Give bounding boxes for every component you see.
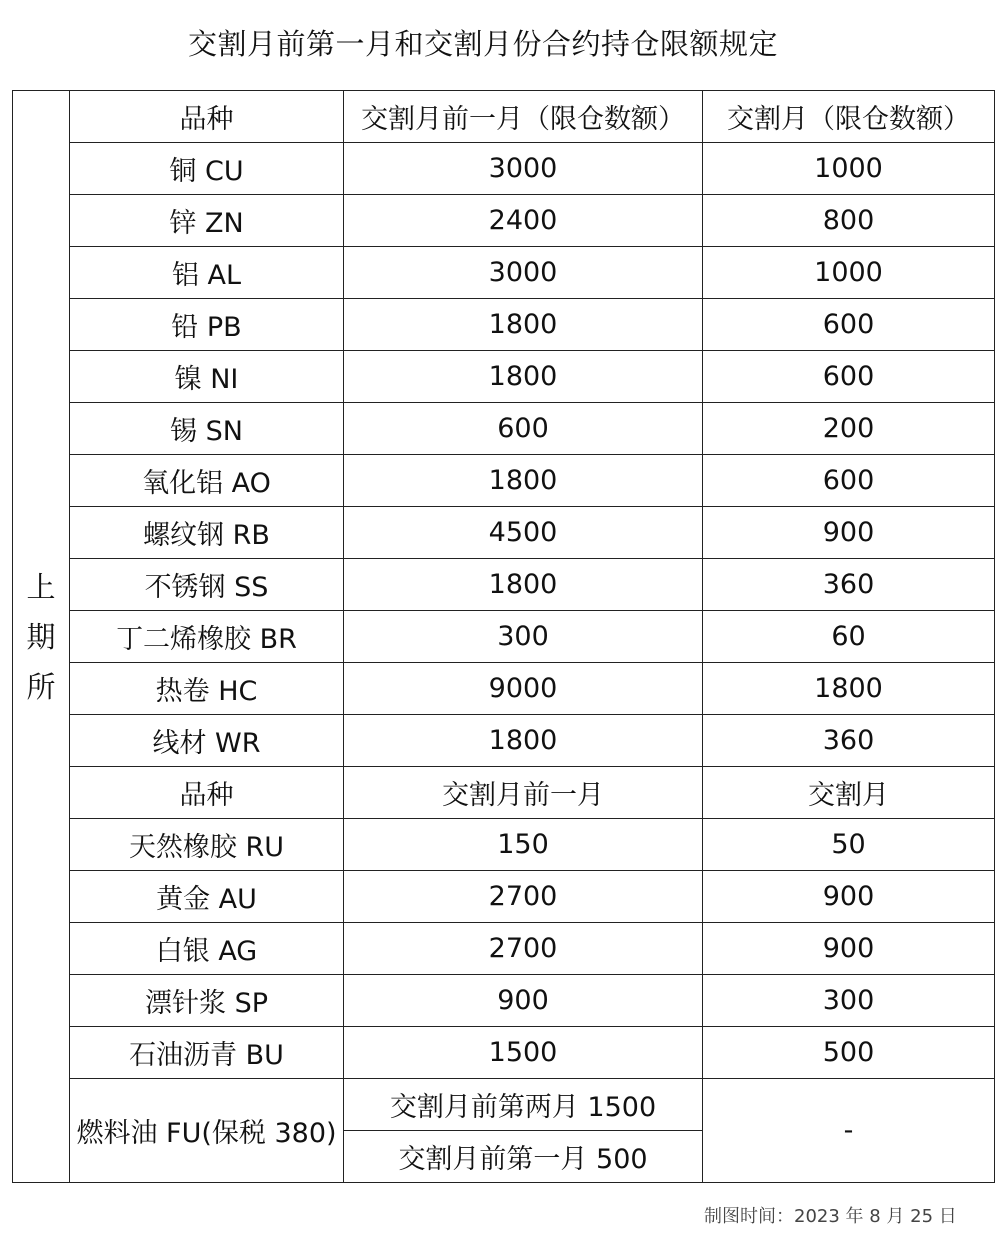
product-cell: 漂针浆 SP	[70, 975, 344, 1027]
delivery-month-cell: 1800	[703, 663, 995, 715]
pre-month-cell: 1800	[344, 559, 703, 611]
table-row	[13, 299, 995, 351]
delivery-month-cell: 200	[703, 403, 995, 455]
delivery-month-cell: 60	[703, 611, 995, 663]
pre-month-cell: 1800	[344, 299, 703, 351]
exchange-char: 所	[26, 669, 56, 704]
product-cell: 氧化铝 AO	[70, 455, 344, 507]
exchange-char: 期	[26, 619, 56, 654]
pre-month-cell: 1800	[344, 455, 703, 507]
table-row	[13, 455, 995, 507]
position-limit-table	[12, 90, 995, 1183]
pre-month-cell: 3000	[344, 143, 703, 195]
column-header-delivery-month: 交割月（限仓数额）	[703, 91, 995, 143]
column-header-pre-month: 交割月前一月（限仓数额）	[344, 91, 703, 143]
product-cell: 锡 SN	[70, 403, 344, 455]
product-cell: 铅 PB	[70, 299, 344, 351]
product-cell: 线材 WR	[70, 715, 344, 767]
table-row	[13, 351, 995, 403]
table-row	[13, 195, 995, 247]
delivery-month-cell: 600	[703, 455, 995, 507]
product-cell: 石油沥青 BU	[70, 1027, 344, 1079]
delivery-month-cell: 500	[703, 1027, 995, 1079]
exchange-char: 上	[26, 569, 56, 604]
footer-date: 制图时间：2023 年 8 月 25 日	[704, 1206, 957, 1227]
pre-month-cell: 1800	[344, 351, 703, 403]
table-row	[13, 403, 995, 455]
table-row	[13, 559, 995, 611]
table-row	[13, 975, 995, 1027]
pre-month-cell: 1500	[344, 1027, 703, 1079]
delivery-month-cell: 360	[703, 559, 995, 611]
pre-month-cell: 交割月前第两月 1500	[344, 1079, 703, 1131]
page-title: 交割月前第一月和交割月份合约持仓限额规定	[187, 27, 778, 61]
product-cell: 热卷 HC	[70, 663, 344, 715]
table-row	[13, 819, 995, 871]
product-cell: 天然橡胶 RU	[70, 819, 344, 871]
pre-month-cell: 2400	[344, 195, 703, 247]
delivery-month-cell: 360	[703, 715, 995, 767]
pre-month-cell: 4500	[344, 507, 703, 559]
header-row	[13, 767, 995, 819]
column-header-pre-month: 交割月前一月	[344, 767, 703, 819]
delivery-month-cell: 600	[703, 351, 995, 403]
table-row	[13, 143, 995, 195]
delivery-month-cell: 900	[703, 871, 995, 923]
product-cell: 白银 AG	[70, 923, 344, 975]
product-cell: 铜 CU	[70, 143, 344, 195]
table-row-fuel-oil	[13, 1079, 995, 1131]
product-cell: 锌 ZN	[70, 195, 344, 247]
table-row	[13, 247, 995, 299]
pre-month-cell: 2700	[344, 923, 703, 975]
delivery-month-cell: 1000	[703, 143, 995, 195]
table-row	[13, 923, 995, 975]
table-row	[13, 1027, 995, 1079]
table-row	[13, 871, 995, 923]
delivery-month-cell: 50	[703, 819, 995, 871]
product-cell: 不锈钢 SS	[70, 559, 344, 611]
pre-month-cell: 600	[344, 403, 703, 455]
table-row	[13, 507, 995, 559]
pre-month-cell: 9000	[344, 663, 703, 715]
pre-month-cell: 150	[344, 819, 703, 871]
delivery-month-cell: 800	[703, 195, 995, 247]
pre-month-cell: 1800	[344, 715, 703, 767]
delivery-month-cell: 900	[703, 507, 995, 559]
delivery-month-cell: 900	[703, 923, 995, 975]
pre-month-cell: 2700	[344, 871, 703, 923]
pre-month-cell: 3000	[344, 247, 703, 299]
product-cell: 铝 AL	[70, 247, 344, 299]
table-row	[13, 663, 995, 715]
exchange-name-cell	[13, 91, 70, 1183]
column-header-delivery-month: 交割月	[703, 767, 995, 819]
product-cell: 丁二烯橡胶 BR	[70, 611, 344, 663]
product-cell: 螺纹钢 RB	[70, 507, 344, 559]
pre-month-cell: 900	[344, 975, 703, 1027]
header-row	[13, 91, 995, 143]
delivery-month-cell: 600	[703, 299, 995, 351]
delivery-month-cell: -	[703, 1079, 995, 1183]
delivery-month-cell: 1000	[703, 247, 995, 299]
delivery-month-cell: 300	[703, 975, 995, 1027]
column-header-product: 品种	[70, 767, 344, 819]
product-cell: 镍 NI	[70, 351, 344, 403]
table-row	[13, 715, 995, 767]
product-cell: 燃料油 FU(保税 380)	[70, 1079, 344, 1183]
table-row	[13, 611, 995, 663]
pre-month-cell: 300	[344, 611, 703, 663]
pre-month-cell: 交割月前第一月 500	[344, 1131, 703, 1183]
column-header-product: 品种	[70, 91, 344, 143]
product-cell: 黄金 AU	[70, 871, 344, 923]
